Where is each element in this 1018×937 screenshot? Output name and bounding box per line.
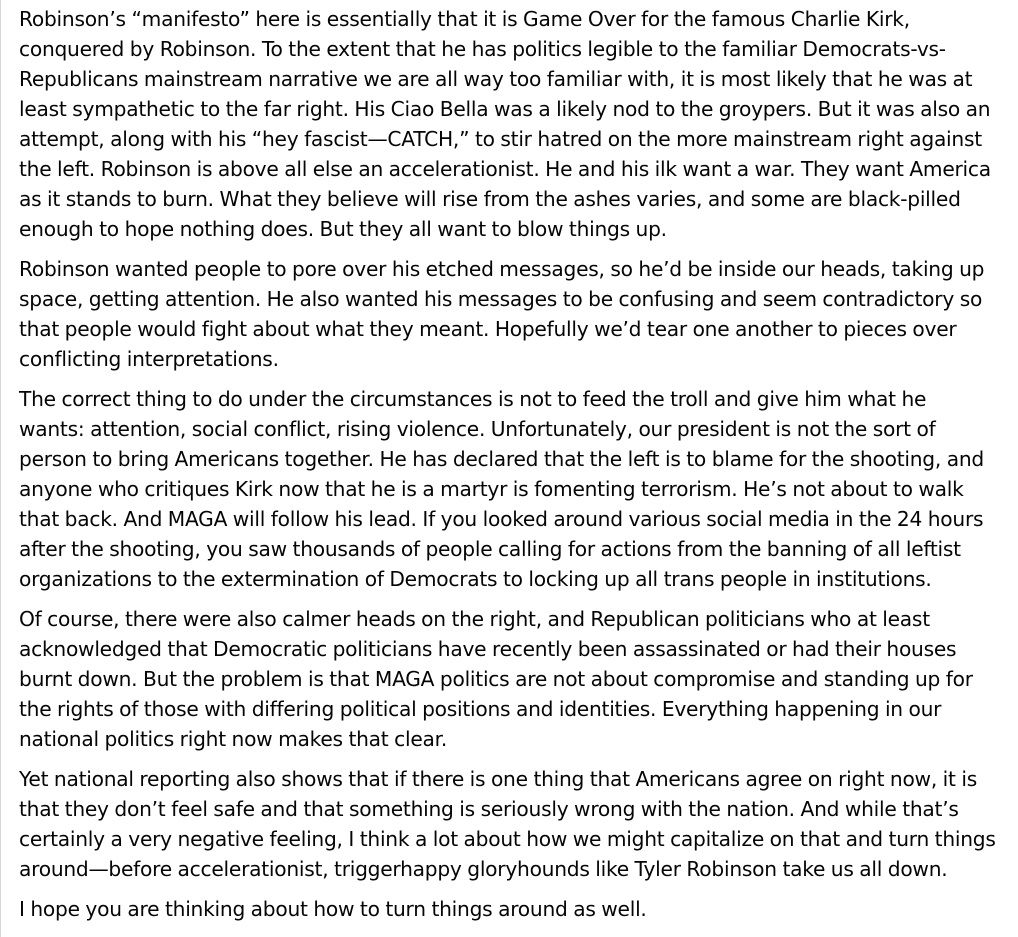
paragraph-2: Robinson wanted people to pore over his etched messages, so he’d be inside our heads, taking up space, getting attention. He also wanted his messages to be confusing and seem contradictory so that people would fight about what they meant. Hopefully we’d tear one another to pieces over conflicting interpretations. [19,257,985,371]
paragraph-4: Of course, there were also calmer heads on the right, and Republican politicians who at least acknowledged that Democratic politicians have recently been assassinated or had their houses burnt down. But the problem is that MAGA politics are not about compromise and standing up for the rights of those with differing political positions and identities. Everything happening in our national politics right now makes that clear. [19,607,973,751]
paragraph-5: Yet national reporting also shows that if there is one thing that Americans agree on right now, it is that they don’t feel safe and that something is seriously wrong with the nation. And while that’s certainly a very negative feeling, I think a lot about how we might capitalize on that and turn things around—before accelerationist, triggerhappy gloryhounds like Tyler Robinson take us all down. [19,767,996,881]
paragraph-6: I hope you are thinking about how to turn things around as well. [19,897,647,921]
paragraph-3: The correct thing to do under the circumstances is not to feed the troll and give him what he wants: attention, social conflict, rising violence. Unfortunately, our president is not the sort of person to bring Americans together. He has declared that the left is to blame for the shooting, and anyone who critiques Kirk now that he is a martyr is fomenting terrorism. He’s not about to walk that back. And MAGA will follow his lead. If you looked around various social media in the 24 hours after the shooting, you saw thousands of people calling for actions from the banning of all leftist organizations to the extermination of Democrats to locking up all trans people in institutions. [19,387,984,591]
paragraph-1: Robinson’s “manifesto” here is essentially that it is Game Over for the famous Charlie Kirk, conquered by Robinson. To the extent that he has politics legible to the familiar Democrats-vs- Republicans mainstream narrative we are all way too familiar with, it is most likely that he was at least sympathetic to the far right. His Ciao Bella was a likely nod to the groypers. But it was also an attempt, along with his “hey fascist—CATCH,” to stir hatred on the more mainstream right against the left. Robinson is above all else an accelerationist. He and his ilk want a war. They want America as it stands to burn. What they believe will rise from the ashes varies, and some are black-pilled enough to hope nothing does. But they all want to blow things up. [19,7,991,241]
